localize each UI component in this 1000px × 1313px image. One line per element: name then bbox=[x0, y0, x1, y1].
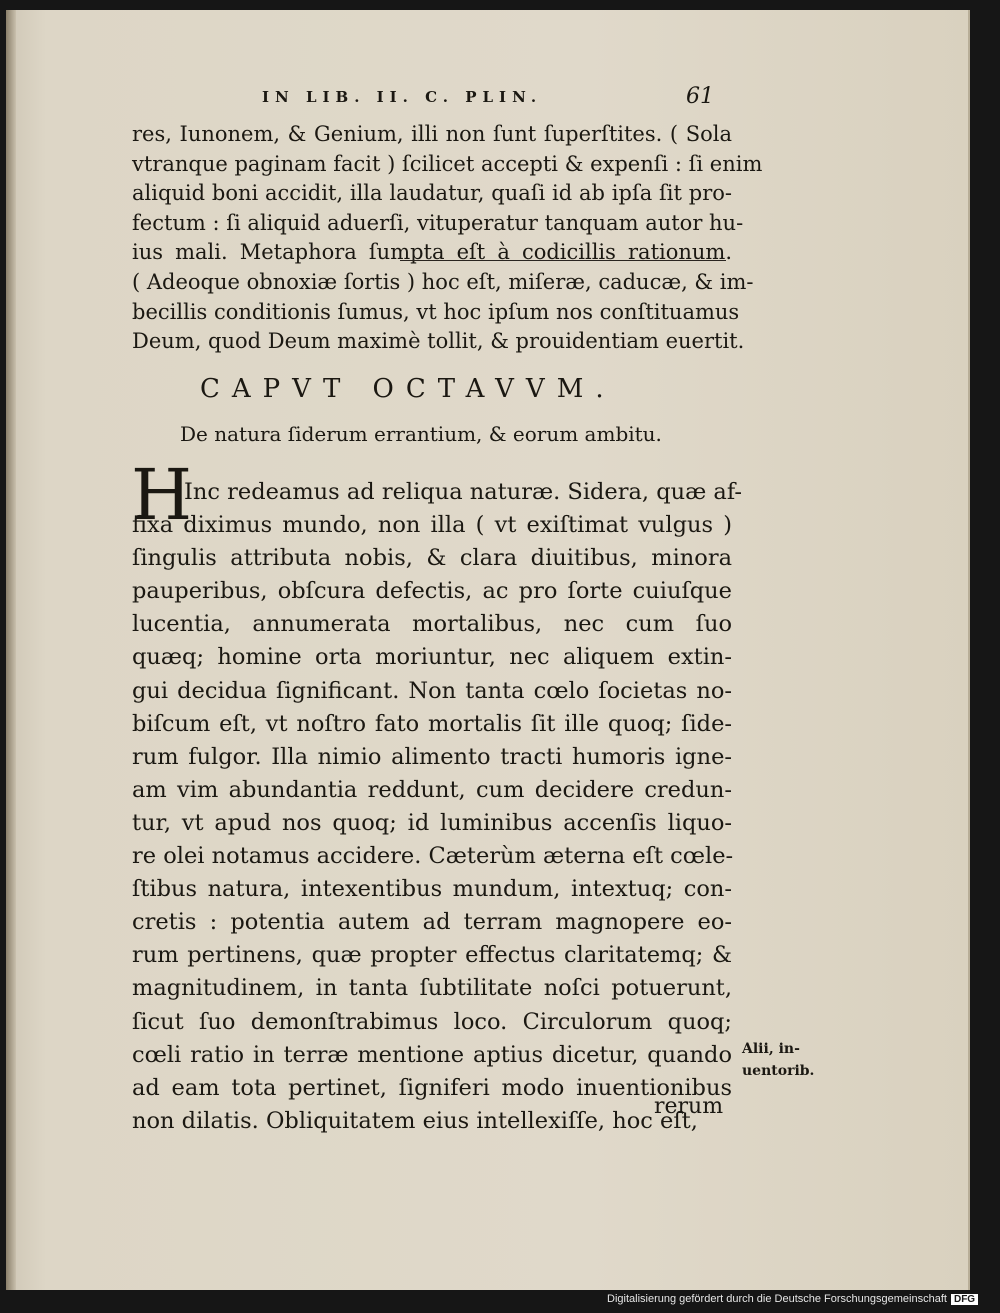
chapter-body bbox=[132, 476, 742, 1138]
catchword: rerum bbox=[654, 1094, 724, 1119]
text-line: magnitudinem, in tanta ſubtilitate noſci potuerunt, bbox=[132, 975, 732, 1002]
drop-cap: H bbox=[131, 454, 193, 536]
text-line: ius mali. Metaphora ſumpta eſt à codicillis rationum. bbox=[132, 240, 732, 265]
digitization-footer bbox=[607, 1293, 978, 1305]
marginal-note bbox=[742, 1038, 814, 1082]
text-line: re olei notamus accidere. Cæterùm æterna eſt cœle- bbox=[132, 843, 734, 870]
text-line: fixa diximus mundo, non illa ( vt exiſtimat vulgus ) bbox=[132, 512, 732, 539]
text-line: ſicut ſuo demonſtrabimus loco. Circulorum quoq; bbox=[132, 1008, 732, 1035]
text-line: rum pertinens, quæ propter effectus claritatemq; & bbox=[132, 942, 732, 969]
footer-text: Digitalisierung gefördert durch die Deutsche Forschungsgemeinschaft bbox=[607, 1293, 947, 1305]
text-line: non dilatis. Obliquitatem eius intellexiſſe, hoc eſt, bbox=[132, 1107, 698, 1134]
marginal-note-line: uentorib. bbox=[742, 1063, 815, 1079]
text-line: vtranque paginam facit ) ſcilicet accepti & expenſi : ſi enim bbox=[132, 151, 763, 176]
text-line: pauperibus, obſcura defectis, ac pro ſorte cuiuſque bbox=[132, 578, 732, 605]
text-line: am vim abundantia reddunt, cum decidere credun- bbox=[132, 776, 732, 803]
marginal-note-line: Alii, in- bbox=[742, 1041, 800, 1057]
text-line: fectum : ſi aliquid aduerſi, vituperatur tanquam autor hu- bbox=[132, 210, 744, 235]
commentary-block bbox=[132, 120, 763, 357]
text-line: ad eam tota pertinet, ſigniferi modo inuentionibus bbox=[132, 1074, 732, 1101]
text-line: becillis conditionis ſumus, vt hoc ipſum nos conſtituamus bbox=[132, 299, 740, 324]
handwritten-underline bbox=[400, 260, 726, 261]
dfg-logo-icon: DFG bbox=[951, 1294, 978, 1305]
text-line: cretis : potentia autem ad terram magnopere eo- bbox=[132, 909, 732, 936]
text-line: tur, vt apud nos quoq; id luminibus accenſis liquo- bbox=[132, 809, 732, 836]
text-line: gui decidua ſignificant. Non tanta cœlo ſocietas no- bbox=[132, 677, 732, 704]
text-line: ſtibus natura, intexentibus mundum, intextuq; con- bbox=[132, 876, 732, 903]
chapter-title: CAPVT OCTAVVM. bbox=[200, 374, 616, 404]
text-line: Inc redeamus ad reliqua naturæ. Sidera, quæ af- bbox=[184, 479, 742, 505]
text-line: quæq; homine orta moriuntur, nec aliquem extin- bbox=[132, 644, 732, 671]
page-number: 61 bbox=[686, 84, 714, 109]
text-line: biſcum eſt, vt noſtro fato mortalis ſit ille quoq; ſide- bbox=[132, 710, 732, 737]
text-line: cœli ratio in terræ mentione aptius dicetur, quando bbox=[132, 1041, 732, 1068]
page-gutter bbox=[6, 10, 16, 1290]
text-line: lucentia, annumerata mortalibus, nec cum ſuo bbox=[132, 611, 732, 638]
text-line: rum fulgor. Illa nimio alimento tracti humoris igne- bbox=[132, 743, 732, 770]
text-line: ſingulis attributa nobis, & clara diuitibus, minora bbox=[132, 545, 732, 572]
running-head: IN LIB. II. C. PLIN. bbox=[262, 88, 543, 106]
text-line: Deum, quod Deum maximè tollit, & prouidentiam euertit. bbox=[132, 329, 745, 354]
chapter-subtitle: De natura ſiderum errantium, & eorum ambitu. bbox=[180, 422, 662, 446]
text-line: res, Iunonem, & Genium, illi non ſunt ſuperſtites. ( Sola bbox=[132, 122, 732, 146]
text-line: aliquid boni accidit, illa laudatur, quaſi id ab ipſa ſit pro- bbox=[132, 181, 732, 206]
text-line: ( Adeoque obnoxiæ ſortis ) hoc eſt, miſeræ, caducæ, & im- bbox=[132, 269, 754, 294]
